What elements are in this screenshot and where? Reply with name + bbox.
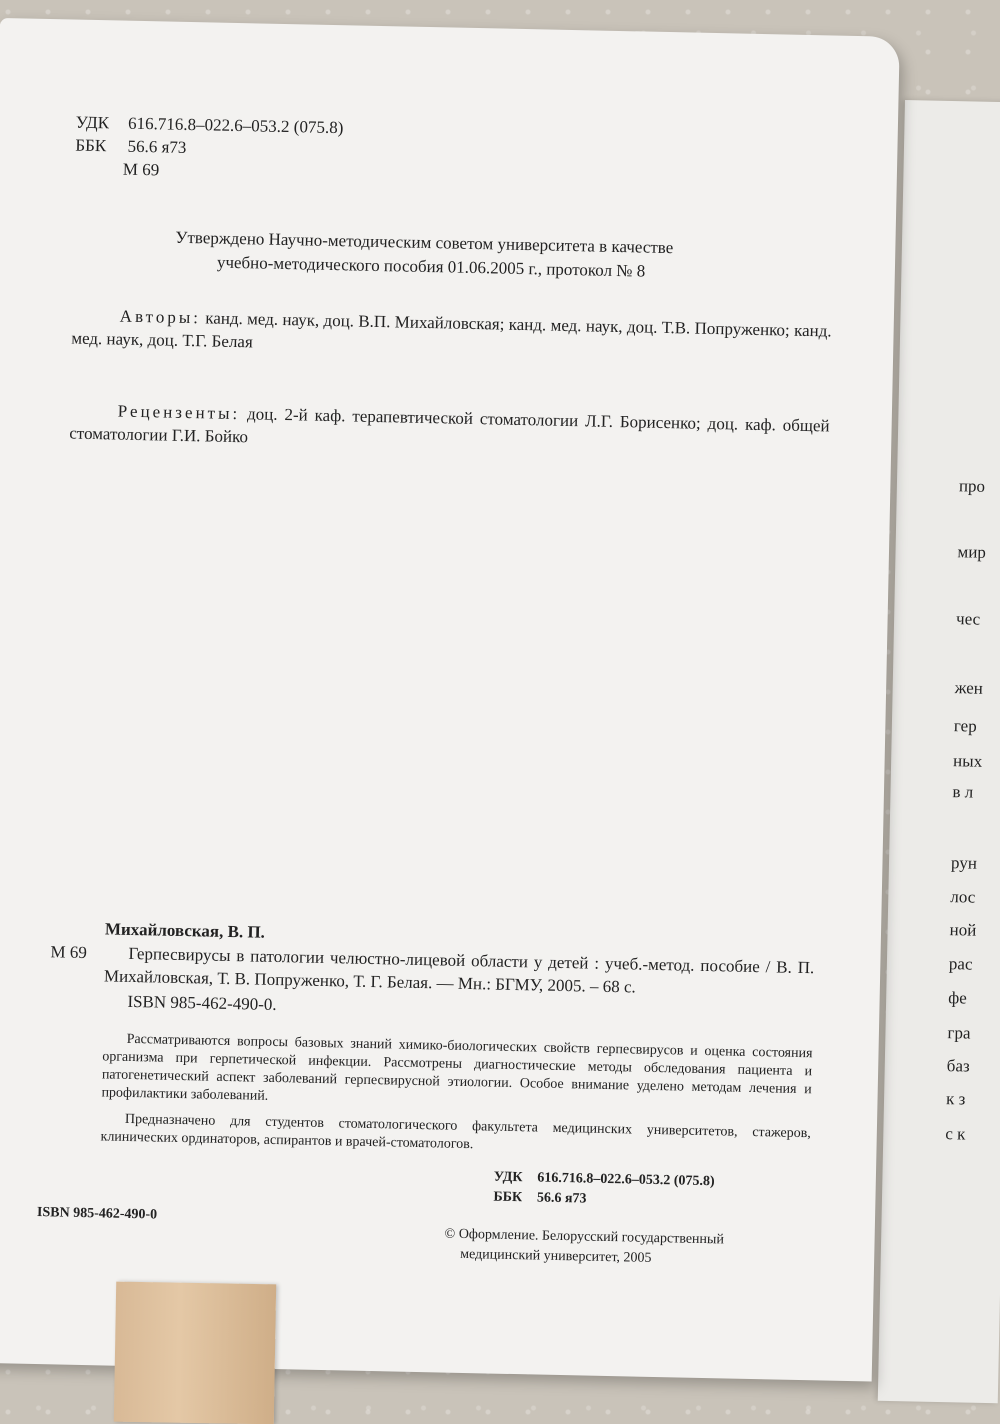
facing-page-fragment: ной bbox=[949, 920, 977, 940]
book-page bbox=[0, 18, 900, 1382]
catalog-udk: УДК 616.716.8–022.6–053.2 (075.8) bbox=[493, 1169, 715, 1190]
catalog-author-heading: Михайловская, В. П. bbox=[104, 919, 266, 942]
catalog-code: М 69 bbox=[122, 159, 160, 180]
facing-page-fragment: баз bbox=[946, 1056, 970, 1076]
catalog-code-left: М 69 bbox=[50, 942, 88, 963]
facing-page-fragment: ных bbox=[952, 751, 983, 771]
udk-line: УДК 616.716.8–022.6–053.2 (075.8) bbox=[75, 112, 344, 138]
catalog-description: Герпесвирусы в патологии челюстно-лицевой области у детей : учеб.-метод. пособие / В. П. Михайловская, Т. В. Попруженко, Т. Г. Белая. — Мн.: БГМУ, 2005. – 68 с. bbox=[103, 943, 815, 997]
reviewers-label: Рецензенты: bbox=[117, 401, 241, 424]
copyright-line-1: © Оформление. Белорусский государственный bbox=[444, 1226, 725, 1248]
facing-page-fragment: чес bbox=[955, 609, 981, 629]
catalog-isbn: ISBN 985-462-490-0. bbox=[127, 991, 277, 1015]
bleed-through-text bbox=[116, 551, 819, 706]
facing-page-fragment: про bbox=[958, 476, 986, 496]
facing-page bbox=[878, 100, 1000, 1403]
approval-line-2: учебно-методического пособия 01.06.2005 г., протокол № 8 bbox=[216, 252, 646, 281]
facing-page-fragment: жен bbox=[954, 678, 984, 698]
facing-page-fragment: фе bbox=[948, 988, 967, 1008]
catalog-bbk: ББК 56.6 я73 bbox=[493, 1189, 587, 1207]
facing-page-fragment: лос bbox=[950, 887, 976, 907]
reviewers-paragraph bbox=[69, 400, 830, 462]
authors-paragraph bbox=[71, 305, 832, 367]
facing-page-fragment: гра bbox=[947, 1023, 971, 1043]
authors-text: канд. мед. наук, доц. В.П. Михайловская; канд. мед. наук, доц. Т.В. Попруженко; канд. мед. наук, доц. Т.Г. Белая bbox=[71, 308, 832, 352]
reviewers-text: доц. 2-й каф. терапевтической стоматологии Л.Г. Борисенко; доц. каф. общей стоматологии Г.И. Бойко bbox=[69, 404, 830, 447]
facing-page-fragment: с к bbox=[945, 1124, 966, 1144]
bbk-line: ББК 56.6 я73 bbox=[75, 135, 187, 157]
wooden-stick bbox=[114, 1282, 276, 1424]
facing-page-fragment: в л bbox=[952, 782, 974, 802]
facing-page-fragment: гер bbox=[953, 716, 977, 736]
facing-page-fragment: рун bbox=[950, 853, 978, 873]
facing-page-fragment: мир bbox=[957, 542, 987, 562]
catalog-audience: Предназначено для студентов стоматологического факультета медицинских университетов, стажеров, клинических ординаторов, аспирантов и врачей-стоматологов. bbox=[100, 1111, 811, 1153]
footer-isbn: ISBN 985-462-490-0 bbox=[36, 1205, 158, 1223]
approval-line-1: Утверждено Научно-методическим советом университета в качестве bbox=[175, 227, 674, 258]
authors-label: Авторы: bbox=[119, 306, 202, 328]
catalog-abstract: Рассматриваются вопросы базовых знаний химико-биологических свойств герпесвирусов и оценка состояния организма при герпетической инфекции. Рассмотрены диагностические методы обследования пациента и патогенетический аспект заболеваний герпесвирусной этиологии. Особое внимание уделено методам лечения и профилактики заболеваний. bbox=[101, 1031, 813, 1104]
facing-page-fragment: к з bbox=[945, 1089, 966, 1109]
copyright-line-2: медицинский университет, 2005 bbox=[460, 1246, 652, 1266]
facing-page-fragment: рас bbox=[948, 954, 973, 974]
